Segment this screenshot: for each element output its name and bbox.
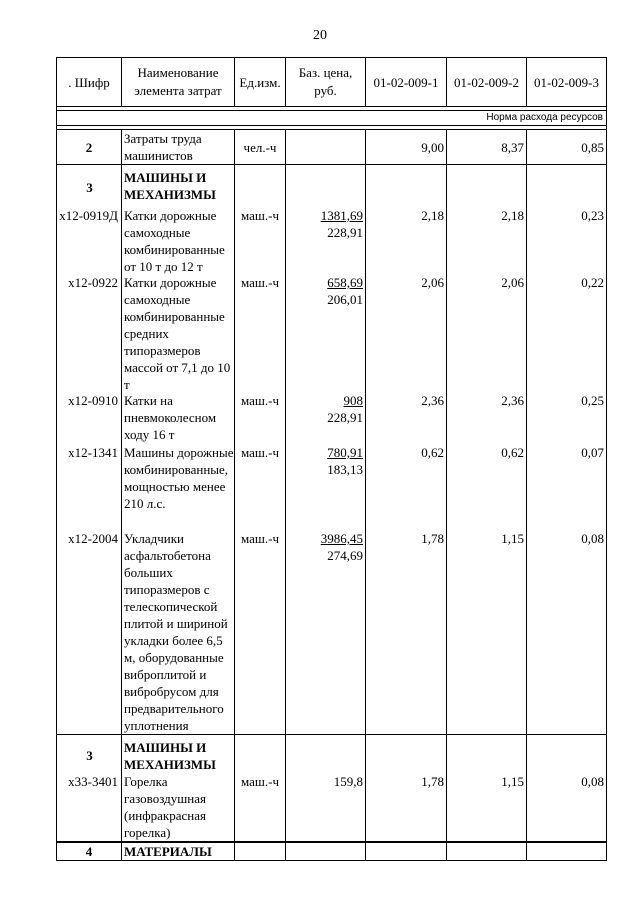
item-price-sub: 183,13 [327,462,363,477]
item-v3: 0,25 [581,393,604,408]
section-3-number: 4 [57,842,122,861]
item-code: х12-1341 [68,445,118,460]
item-v2: 0,62 [501,445,524,460]
item-v2: 1,15 [501,774,524,789]
item-unit: маш.-ч [240,275,280,290]
item-v3: 0,07 [581,445,604,460]
table-header-row [57,58,607,107]
item-name: Укладчики асфальтобетона больших типоразмеров с телескопической плитой и шириной укладки более 6,5 м, оборудованные виброплитой и вибробрусом для предварительного уплотнения [124,531,228,733]
item-unit: маш.-ч [240,208,280,223]
labour-row [57,130,607,165]
section-2-number: 3 [86,748,93,763]
section-machines-2 [57,735,607,843]
header-col-3: 01-02-009-3 [527,58,607,107]
item-name: Катки дорожные самоходные комбинированные от 10 т до 12 т [124,208,225,274]
item-v1: 0,62 [421,445,444,460]
norma-row [57,111,607,126]
item-unit: маш.-ч [240,531,280,546]
item-v3: 0,08 [581,774,604,789]
resource-norms-table [56,57,607,861]
item-v2: 2,06 [501,275,524,290]
item-v1: 2,06 [421,275,444,290]
item-unit: маш.-ч [240,445,280,460]
item-name: Катки на пневмоколесном ходу 16 т [124,393,217,442]
header-col-2: 01-02-009-2 [447,58,527,107]
header-name: Наименование элемента затрат [122,58,235,107]
item-v3: 0,08 [581,531,604,546]
item-v1: 2,18 [421,208,444,223]
item-unit: маш.-ч [240,393,280,408]
item-code: х12-0922 [68,275,118,290]
section-machines-1 [57,165,607,735]
section-materials [57,842,607,861]
labour-name: Затраты труда машинистов [122,130,235,165]
page-number: 20 [313,28,327,43]
item-v2: 2,18 [501,208,524,223]
header-unit: Ед.изм. [235,58,286,107]
item-code: х12-2004 [68,531,118,546]
item-v1: 2,36 [421,393,444,408]
item-price-main: 908 [343,393,363,408]
header-col-1: 01-02-009-1 [366,58,447,107]
labour-v2: 8,37 [447,130,527,165]
item-price-main: 658,69 [327,275,363,290]
labour-unit: чел.-ч [235,130,286,165]
section-1-number: 3 [86,180,93,195]
section-1-title: МАШИНЫ И МЕХАНИЗМЫ [124,170,216,202]
item-price-sub: 228,91 [327,410,363,425]
item-name: Горелка газовоздушная (инфракрасная горелка) [124,774,206,840]
item-price-sub: 274,69 [327,548,363,563]
section-2-title: МАШИНЫ И МЕХАНИЗМЫ [124,740,216,772]
item-v2: 1,15 [501,531,524,546]
item-price-main: 780,91 [327,445,363,460]
item-price-main: 1381,69 [320,208,363,223]
header-code: . Шифр [57,58,122,107]
item-v3: 0,22 [581,275,604,290]
item-code: х12-0919Д [59,208,118,223]
item-v1: 1,78 [421,531,444,546]
labour-code: 2 [57,130,122,165]
item-price-main: 3986,45 [320,531,363,546]
item-code: х12-0910 [68,393,118,408]
item-name: Машины дорожные комбинированные, мощностью менее 210 л.с. [124,445,234,511]
item-v2: 2,36 [501,393,524,408]
item-price-sub: 206,01 [327,292,363,307]
item-price-sub: 228,91 [327,225,363,240]
item-v3: 0,23 [581,208,604,223]
item-unit: маш.-ч [240,774,280,789]
labour-v3: 0,85 [527,130,607,165]
norma-label: Норма расхода ресурсов [57,111,607,126]
item-name: Катки дорожные самоходные комбинированные средних типоразмеров массой от 7,1 до 10 т [124,275,231,392]
item-code: х33-3401 [68,774,118,789]
section-3-title: МАТЕРИАЛЫ [122,842,235,861]
labour-v1: 9,00 [366,130,447,165]
item-price-main: 159,8 [333,774,363,789]
header-price: Баз. цена, руб. [286,58,366,107]
item-v1: 1,78 [421,774,444,789]
